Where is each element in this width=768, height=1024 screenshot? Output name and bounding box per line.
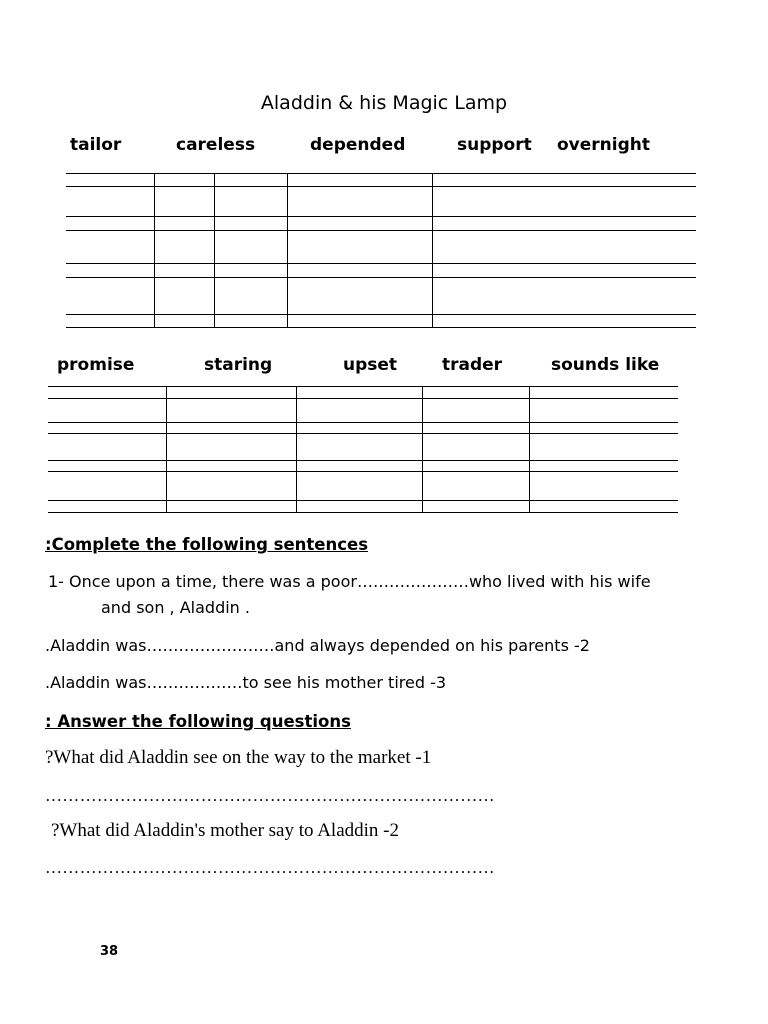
vocab-word-upset: upset [343,355,398,375]
vocab-word-tailor: tailor [70,135,122,155]
vocab-word-sounds-like: sounds like [551,355,660,375]
sentence-3: .Aladdin was………………to see his mother tired -3 [45,673,447,692]
question-1: ?What did Aladdin see on the way to the market -1 [45,747,432,768]
sentence-1-line-1: 1- Once upon a time, there was a poor…………………who lived with his wife [48,572,651,591]
vocab-word-support: support [457,135,532,155]
answer-line-2: …………………………………………………………………… [45,858,495,877]
vocab-word-overnight: overnight [557,135,651,155]
answer-line-1: …………………………………………………………………… [45,786,495,805]
page-number: 38 [100,944,119,959]
page-title: Aladdin & his Magic Lamp [260,92,508,114]
sentence-1-line-2: and son , Aladdin . [101,598,250,617]
question-2: ?What did Aladdin's mother say to Aladdin -2 [51,820,400,841]
answer-questions-heading: : Answer the following questions [45,712,351,731]
vocab-word-staring: staring [204,355,273,375]
complete-sentences-heading: :Complete the following sentences [45,535,369,554]
vocab-word-depended: depended [310,135,406,155]
vocab-word-promise: promise [57,355,135,375]
vocab-word-trader: trader [442,355,503,375]
vocab-word-careless: careless [176,135,256,155]
sentence-2: .Aladdin was……………………and always depended on his parents -2 [45,636,590,655]
